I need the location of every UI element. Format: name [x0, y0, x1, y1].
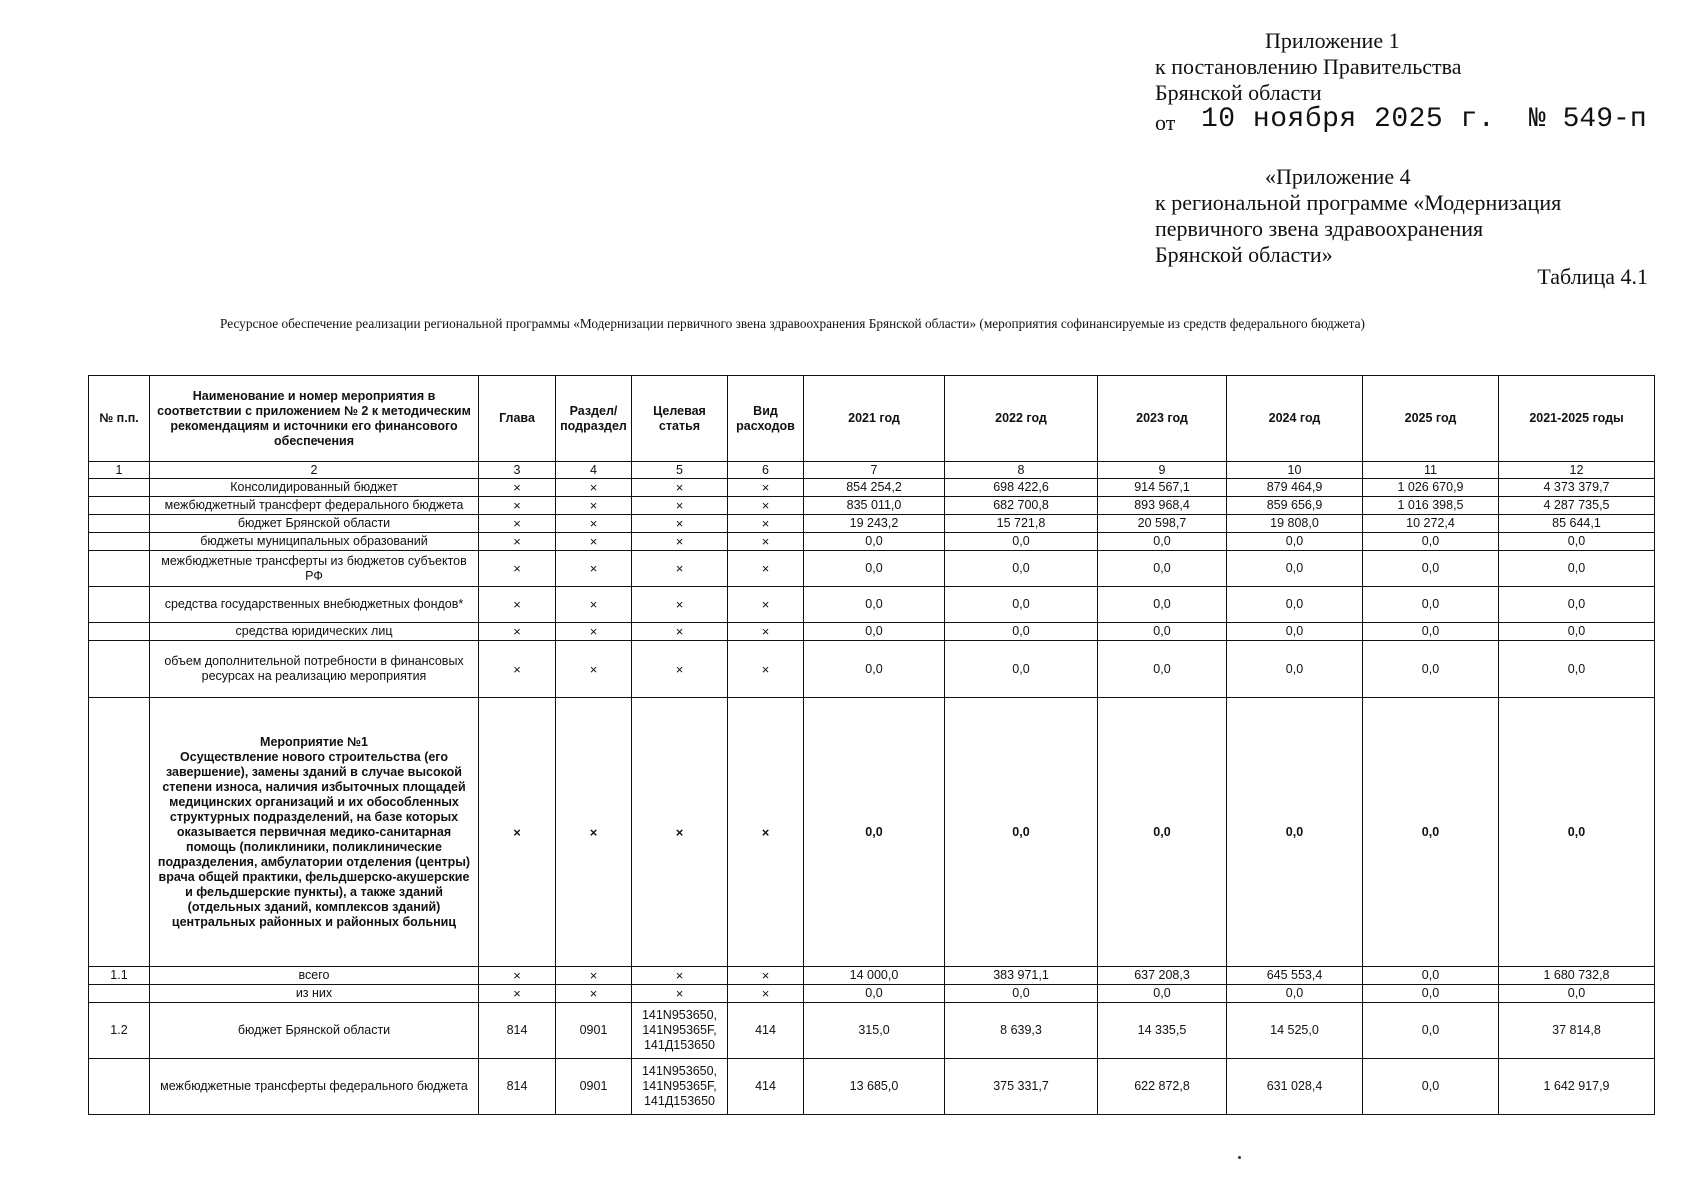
value-cell: 0,0: [1227, 551, 1363, 587]
header-cell: 2022 год: [945, 376, 1098, 462]
value-cell: 698 422,6: [945, 479, 1098, 497]
value-cell: 0,0: [1499, 587, 1655, 623]
value-cell: ×: [479, 533, 556, 551]
value-cell: ×: [728, 641, 804, 698]
value-cell: 0,0: [804, 587, 945, 623]
name-cell: всего: [150, 967, 479, 985]
appendix-4-line1: «Приложение 4: [1265, 164, 1411, 189]
value-cell: 0,0: [1363, 641, 1499, 698]
value-cell: 0,0: [1227, 623, 1363, 641]
value-cell: ×: [479, 497, 556, 515]
value-cell: 0,0: [945, 533, 1098, 551]
regional-budget-row: [89, 515, 1655, 533]
value-cell: 414: [728, 1003, 804, 1059]
value-cell: 0,0: [1098, 698, 1227, 967]
value-cell: 0,0: [804, 698, 945, 967]
value-cell: 0,0: [1227, 587, 1363, 623]
value-cell: 0,0: [1227, 698, 1363, 967]
value-cell: 0,0: [1227, 533, 1363, 551]
row-number-cell: [89, 551, 150, 587]
header-cell: Вид расходов: [728, 376, 804, 462]
column-number: 2: [150, 462, 479, 479]
column-number: 11: [1363, 462, 1499, 479]
row-number-cell: [89, 533, 150, 551]
row-number-cell: [89, 1059, 150, 1115]
value-cell: 0,0: [1227, 985, 1363, 1003]
value-cell: ×: [479, 587, 556, 623]
value-cell: 8 639,3: [945, 1003, 1098, 1059]
value-cell: ×: [556, 551, 632, 587]
value-cell: 854 254,2: [804, 479, 945, 497]
value-cell: ×: [728, 479, 804, 497]
value-cell: ×: [728, 967, 804, 985]
value-cell: ×: [632, 967, 728, 985]
name-cell: Консолидированный бюджет: [150, 479, 479, 497]
value-cell: 19 808,0: [1227, 515, 1363, 533]
header-cell: Раздел/ подраздел: [556, 376, 632, 462]
value-cell: 20 598,7: [1098, 515, 1227, 533]
name-cell: бюджет Брянской области: [150, 1003, 479, 1059]
value-cell: 0,0: [1363, 698, 1499, 967]
value-cell: ×: [556, 623, 632, 641]
value-cell: 0,0: [1098, 623, 1227, 641]
value-cell: 141N953650, 141N95365F, 141Д153650: [632, 1059, 728, 1115]
additional-need-row: [89, 641, 1655, 698]
value-cell: 315,0: [804, 1003, 945, 1059]
value-cell: 4 287 735,5: [1499, 497, 1655, 515]
value-cell: ×: [479, 515, 556, 533]
value-cell: 0,0: [945, 698, 1098, 967]
header-cell: 2023 год: [1098, 376, 1227, 462]
value-cell: 835 011,0: [804, 497, 945, 515]
header-cell: № п.п.: [89, 376, 150, 462]
federal-transfers-row: [89, 1059, 1655, 1115]
header-cell: Глава: [479, 376, 556, 462]
appendix-4-line3: первичного звена здравоохранения: [1155, 216, 1484, 241]
value-cell: ×: [728, 497, 804, 515]
appendix-1-line1: Приложение 1: [1265, 28, 1400, 53]
value-cell: ×: [632, 497, 728, 515]
value-cell: ×: [728, 515, 804, 533]
name-cell: межбюджетные трансферты из бюджетов субъектов РФ: [150, 551, 479, 587]
value-cell: ×: [479, 479, 556, 497]
value-cell: ×: [632, 587, 728, 623]
name-cell: средства юридических лиц: [150, 623, 479, 641]
column-number: 10: [1227, 462, 1363, 479]
value-cell: 0,0: [1098, 985, 1227, 1003]
column-number: 3: [479, 462, 556, 479]
name-cell: межбюджетные трансферты федерального бюджета: [150, 1059, 479, 1115]
value-cell: ×: [632, 641, 728, 698]
value-cell: 0,0: [945, 551, 1098, 587]
value-cell: 1 026 670,9: [1363, 479, 1499, 497]
column-number: 12: [1499, 462, 1655, 479]
column-number: 1: [89, 462, 150, 479]
name-cell: бюджет Брянской области: [150, 515, 479, 533]
from-label: от: [1155, 110, 1176, 135]
value-cell: 814: [479, 1059, 556, 1115]
value-cell: 1 680 732,8: [1499, 967, 1655, 985]
value-cell: 0,0: [804, 641, 945, 698]
value-cell: 0,0: [1363, 1059, 1499, 1115]
row-number-cell: [89, 497, 150, 515]
value-cell: ×: [556, 533, 632, 551]
name-cell: средства государственных внебюджетных фондов*: [150, 587, 479, 623]
table-header-row: [89, 376, 1655, 462]
value-cell: ×: [479, 641, 556, 698]
name-cell: из них: [150, 985, 479, 1003]
appendix-1-line3: Брянской области: [1155, 80, 1322, 105]
value-cell: 14 335,5: [1098, 1003, 1227, 1059]
value-cell: 4 373 379,7: [1499, 479, 1655, 497]
header-cell: 2021-2025 годы: [1499, 376, 1655, 462]
value-cell: 0,0: [1499, 698, 1655, 967]
value-cell: 0,0: [804, 533, 945, 551]
header-cell: Целевая статья: [632, 376, 728, 462]
value-cell: 893 968,4: [1098, 497, 1227, 515]
header-cell: 2021 год: [804, 376, 945, 462]
value-cell: 0,0: [1499, 533, 1655, 551]
value-cell: 14 000,0: [804, 967, 945, 985]
value-cell: ×: [728, 698, 804, 967]
value-cell: 0901: [556, 1059, 632, 1115]
appendix-4-line4: Брянской области»: [1155, 242, 1333, 267]
value-cell: ×: [556, 967, 632, 985]
table-number-label: Таблица 4.1: [1537, 264, 1648, 289]
offbudget-funds-row: [89, 587, 1655, 623]
value-cell: ×: [728, 623, 804, 641]
of-which-row: [89, 985, 1655, 1003]
value-cell: 622 872,8: [1098, 1059, 1227, 1115]
row-1-1-total: [89, 967, 1655, 985]
appendix-1-line2: к постановлению Правительства: [1155, 54, 1462, 79]
row-number-cell: [89, 479, 150, 497]
row-number-cell: 1.1: [89, 967, 150, 985]
municipal-budget-row: [89, 533, 1655, 551]
value-cell: 682 700,8: [945, 497, 1098, 515]
row-number-cell: [89, 515, 150, 533]
value-cell: ×: [632, 533, 728, 551]
value-cell: ×: [556, 641, 632, 698]
measure-1-row: [89, 698, 1655, 967]
value-cell: 0,0: [1363, 587, 1499, 623]
value-cell: 13 685,0: [804, 1059, 945, 1115]
value-cell: 0,0: [945, 641, 1098, 698]
value-cell: 814: [479, 1003, 556, 1059]
value-cell: 0,0: [1499, 551, 1655, 587]
resource-table: [88, 375, 1655, 1115]
value-cell: 0,0: [804, 551, 945, 587]
value-cell: 0,0: [1363, 533, 1499, 551]
column-number: 5: [632, 462, 728, 479]
row-number-cell: [89, 623, 150, 641]
name-cell: Мероприятие №1 Осуществление нового строительства (его завершение), замены зданий в случае высокой степени износа, наличия избыточных площадей медицинских организаций и их обособленных структурных подразделений, на базе которых оказывается первичная медико-санитарная помощь (поликлиники, поликлинические подразделения, амбулатории отделения (центры) врача общей практики, фельдшерско-акушерские и фельдшерские пункты), а также зданий (отдельных зданий, комплексов зданий) центральных районных и районных больниц: [150, 698, 479, 967]
value-cell: 1 016 398,5: [1363, 497, 1499, 515]
value-cell: 19 243,2: [804, 515, 945, 533]
value-cell: 0,0: [1098, 587, 1227, 623]
value-cell: 637 208,3: [1098, 967, 1227, 985]
name-cell: объем дополнительной потребности в финансовых ресурсах на реализацию мероприятия: [150, 641, 479, 698]
row-number-cell: [89, 698, 150, 967]
value-cell: 914 567,1: [1098, 479, 1227, 497]
value-cell: 375 331,7: [945, 1059, 1098, 1115]
row-number-cell: 1.2: [89, 1003, 150, 1059]
header-cell: Наименование и номер мероприятия в соответствии с приложением № 2 к методическим рекомендациям и источники его финансового обеспечения: [150, 376, 479, 462]
value-cell: 15 721,8: [945, 515, 1098, 533]
value-cell: ×: [479, 551, 556, 587]
value-cell: 879 464,9: [1227, 479, 1363, 497]
value-cell: 0,0: [1363, 967, 1499, 985]
value-cell: 645 553,4: [1227, 967, 1363, 985]
value-cell: ×: [556, 515, 632, 533]
value-cell: 141N953650, 141N95365F, 141Д153650: [632, 1003, 728, 1059]
value-cell: ×: [479, 967, 556, 985]
value-cell: ×: [479, 698, 556, 967]
value-cell: ×: [556, 698, 632, 967]
value-cell: 0,0: [1499, 641, 1655, 698]
value-cell: 0,0: [1227, 641, 1363, 698]
value-cell: ×: [479, 623, 556, 641]
value-cell: ×: [632, 623, 728, 641]
federal-transfer-row: [89, 497, 1655, 515]
value-cell: 0,0: [945, 985, 1098, 1003]
value-cell: ×: [632, 515, 728, 533]
legal-entities-row: [89, 623, 1655, 641]
header-cell: 2024 год: [1227, 376, 1363, 462]
value-cell: ×: [556, 497, 632, 515]
value-cell: ×: [556, 985, 632, 1003]
header-cell: 2025 год: [1363, 376, 1499, 462]
value-cell: 0,0: [1363, 985, 1499, 1003]
value-cell: 1 642 917,9: [1499, 1059, 1655, 1115]
column-number-row: [89, 462, 1655, 479]
value-cell: 0,0: [1499, 985, 1655, 1003]
value-cell: 414: [728, 1059, 804, 1115]
name-cell: бюджеты муниципальных образований: [150, 533, 479, 551]
column-number: 7: [804, 462, 945, 479]
appendix-1-header: [1155, 28, 1675, 106]
value-cell: ×: [479, 985, 556, 1003]
value-cell: 0,0: [945, 587, 1098, 623]
resolution-date-line: [1155, 104, 1675, 140]
row-number-cell: [89, 587, 150, 623]
column-number: 8: [945, 462, 1098, 479]
value-cell: ×: [728, 551, 804, 587]
value-cell: ×: [632, 551, 728, 587]
value-cell: 10 272,4: [1363, 515, 1499, 533]
column-number: 6: [728, 462, 804, 479]
value-cell: 0,0: [1363, 623, 1499, 641]
value-cell: ×: [728, 533, 804, 551]
value-cell: 0,0: [804, 623, 945, 641]
value-cell: ×: [556, 587, 632, 623]
value-cell: 0,0: [1499, 623, 1655, 641]
value-cell: ×: [728, 587, 804, 623]
column-number: 9: [1098, 462, 1227, 479]
value-cell: 859 656,9: [1227, 497, 1363, 515]
value-cell: 85 644,1: [1499, 515, 1655, 533]
resolution-date: 10 ноября 2025 г.: [1201, 104, 1496, 135]
value-cell: 14 525,0: [1227, 1003, 1363, 1059]
value-cell: ×: [556, 479, 632, 497]
document-title: Ресурсное обеспечение реализации региональной программы «Модернизации первичного звена здравоохранения Брянской области» (мероприятия софинансируемые из средств федерального бюджета): [220, 316, 1365, 331]
subject-transfers-row: [89, 551, 1655, 587]
value-cell: 0,0: [804, 985, 945, 1003]
value-cell: 0,0: [945, 623, 1098, 641]
value-cell: 0901: [556, 1003, 632, 1059]
value-cell: 631 028,4: [1227, 1059, 1363, 1115]
value-cell: ×: [632, 985, 728, 1003]
value-cell: 0,0: [1363, 1003, 1499, 1059]
value-cell: 37 814,8: [1499, 1003, 1655, 1059]
column-number: 4: [556, 462, 632, 479]
value-cell: 0,0: [1098, 641, 1227, 698]
value-cell: ×: [728, 985, 804, 1003]
value-cell: ×: [632, 479, 728, 497]
name-cell: межбюджетный трансферт федерального бюджета: [150, 497, 479, 515]
row-1-2-regional-budget: [89, 1003, 1655, 1059]
value-cell: ×: [632, 698, 728, 967]
value-cell: 0,0: [1098, 533, 1227, 551]
appendix-4-line2: к региональной программе «Модернизация: [1155, 190, 1562, 215]
scan-speck: [1238, 1156, 1241, 1159]
value-cell: 0,0: [1098, 551, 1227, 587]
row-number-cell: [89, 641, 150, 698]
value-cell: 0,0: [1363, 551, 1499, 587]
resolution-number: № 549-п: [1529, 104, 1647, 135]
value-cell: 383 971,1: [945, 967, 1098, 985]
appendix-4-header: [1155, 164, 1675, 268]
consolidated-budget-row: [89, 479, 1655, 497]
row-number-cell: [89, 985, 150, 1003]
